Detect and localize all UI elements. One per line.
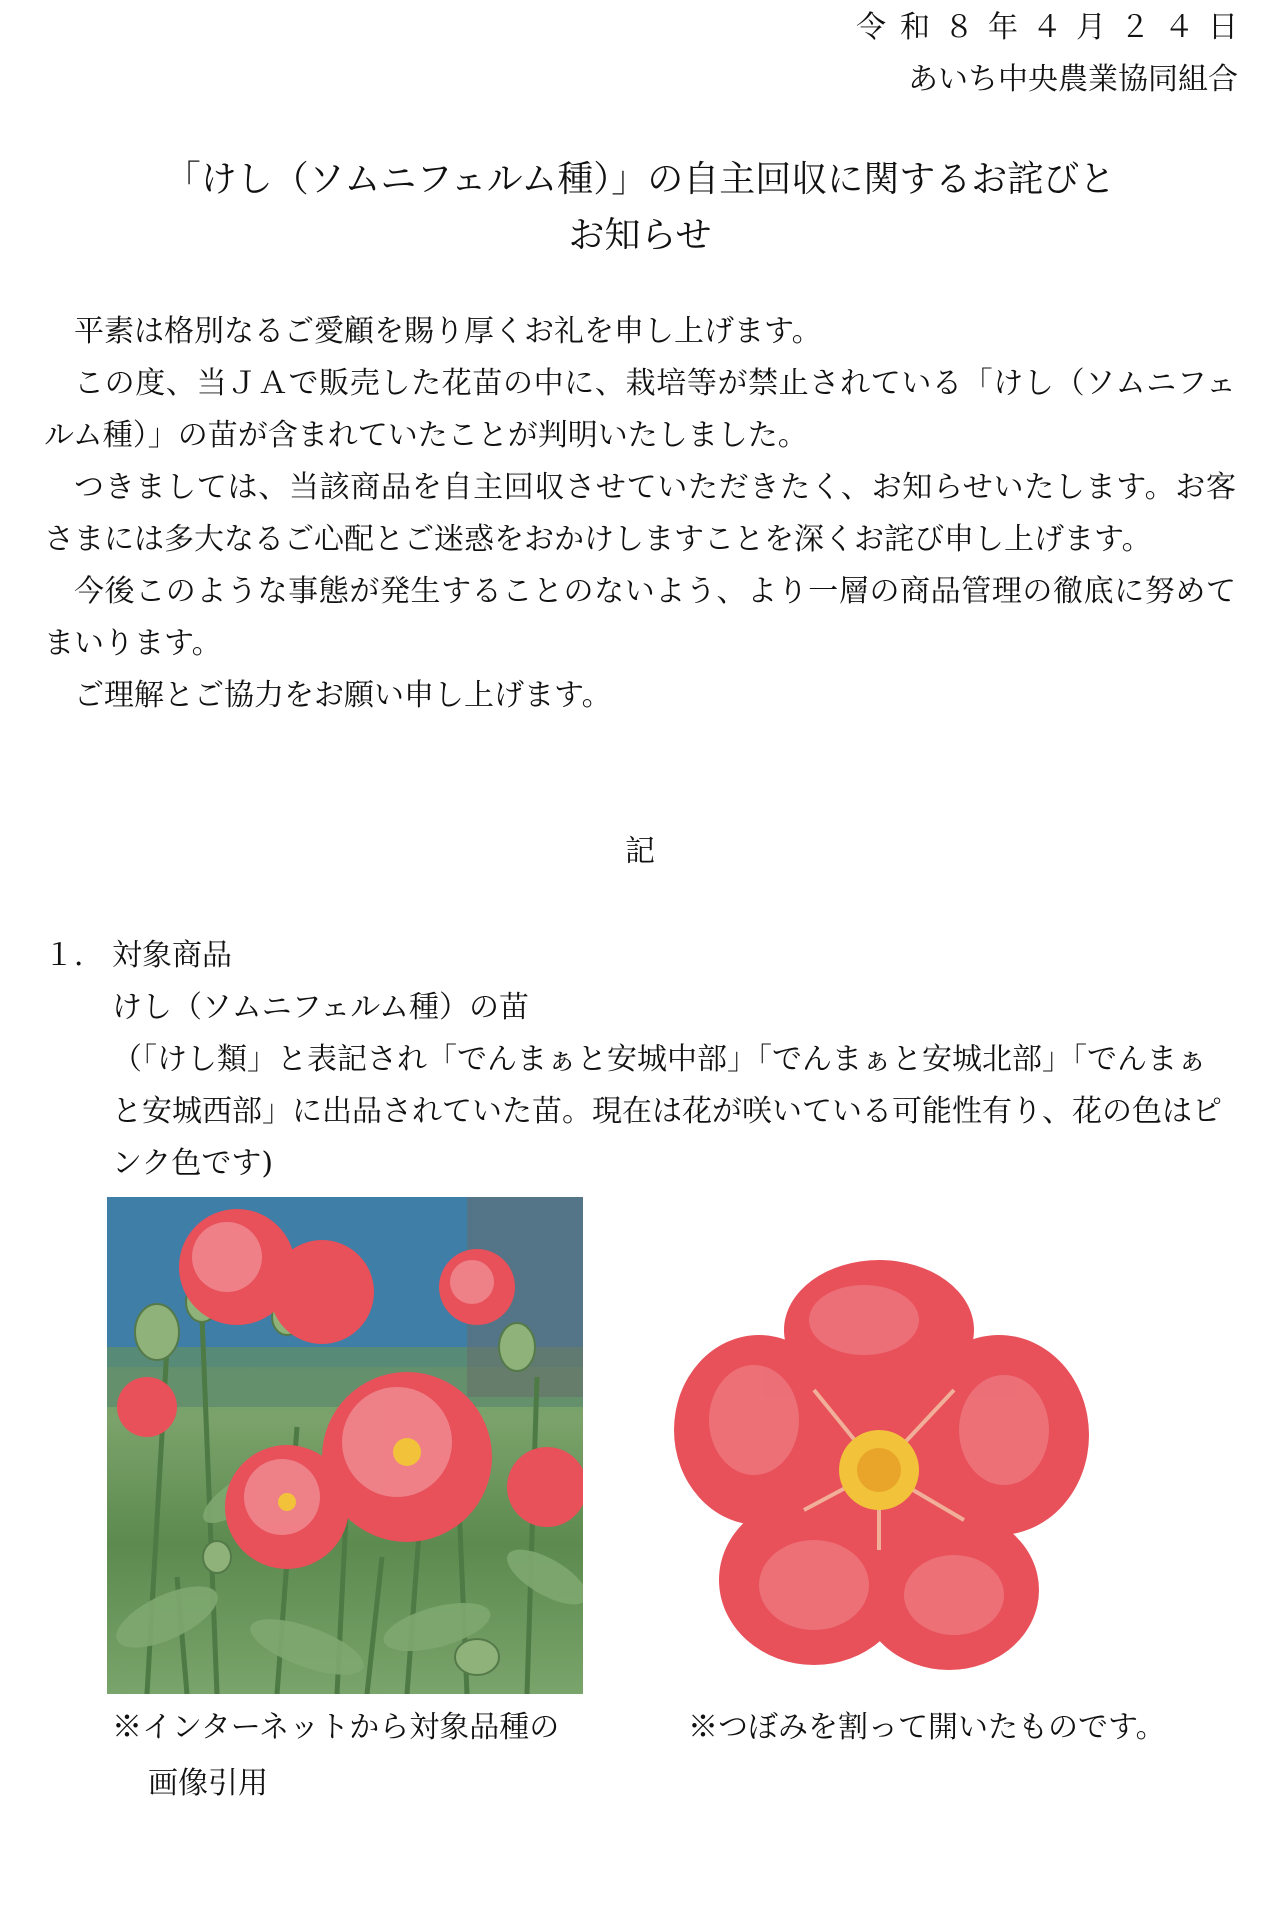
header-block: [856, 2, 1252, 106]
poppy-field-photo: [107, 1197, 583, 1694]
image-1-caption: [112, 1700, 632, 1812]
body-text: [44, 306, 1236, 722]
product-name: けし（ソムニフェルム種）の苗: [112, 990, 529, 1025]
product-note: （「けし類」と表記され「でんまぁと安城中部」「でんまぁと安城北部」「でんまぁと安城西部」に出品されていた苗。現在は花が咲いている可能性有り、花の色はピンク色です): [112, 1042, 1222, 1181]
image-1-caption-line-1: ※インターネットから対象品種の: [112, 1710, 560, 1745]
image-2-caption: ※つぼみを割って開いたものです。: [688, 1710, 1166, 1745]
body-paragraph: つきましては、当該商品を自主回収させていただきたく、お知らせいたします。お客さまには多大なるご心配とご迷惑をおかけしますことを深くお詫び申し上げます。: [44, 470, 1236, 557]
body-paragraph: 平素は格別なるご愛顧を賜り厚くお礼を申し上げます。: [74, 314, 822, 349]
body-paragraph: ご理解とご協力をお願い申し上げます。: [74, 678, 612, 713]
body-paragraph: 今後このような事態が発生することのないよう、より一層の商品管理の徹底に努めてまいります。: [44, 574, 1236, 661]
ki-heading: 記: [625, 834, 655, 869]
section-heading: [44, 930, 232, 982]
image-1-caption-line-2: 画像引用: [148, 1766, 268, 1801]
section-title: 対象商品: [112, 938, 232, 973]
issuing-organization: あいち中央農業協同組合: [908, 62, 1238, 97]
title-line-2: お知らせ: [568, 215, 712, 256]
document-title: [0, 152, 1280, 264]
issue-date: 令和８年４月２４日: [856, 10, 1252, 45]
opened-bud-photo: [664, 1240, 1094, 1690]
body-paragraph: この度、当ＪＡで販売した花苗の中に、栽培等が禁止されている「けし（ソムニフェルム種）」の苗が含まれていたことが判明いたしました。: [44, 366, 1236, 453]
section-number: １．: [44, 938, 104, 973]
title-line-1: 「けし（ソムニフェルム種）」の自主回収に関するお詫びと: [164, 159, 1116, 200]
section-body: [112, 982, 1236, 1190]
